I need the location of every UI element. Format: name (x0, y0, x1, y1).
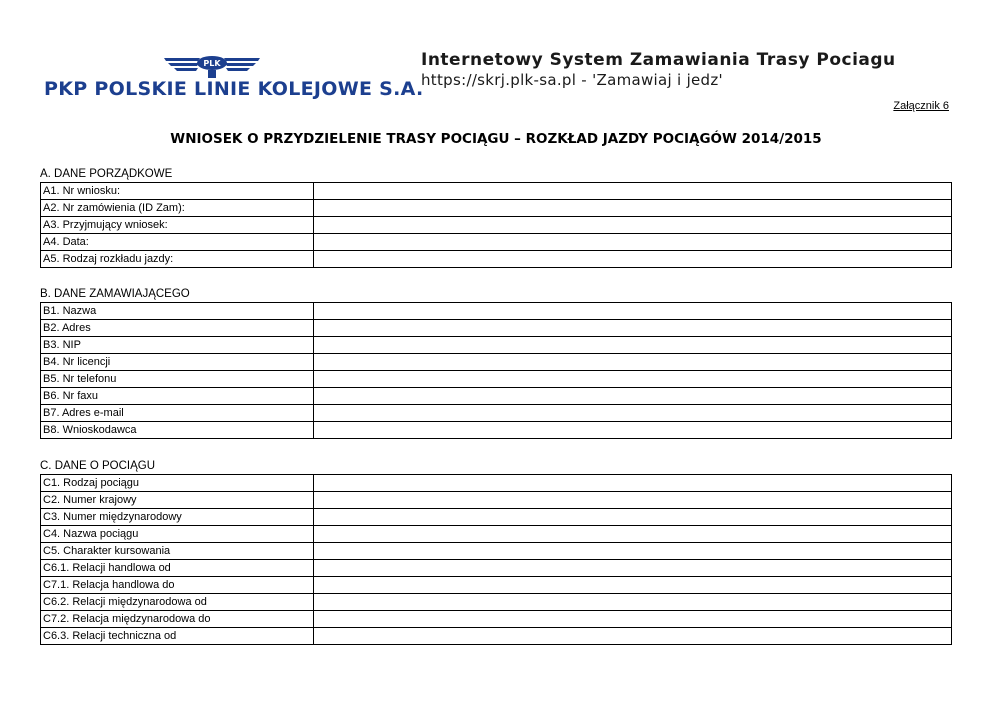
section-a-table (40, 182, 952, 268)
section-b-table (40, 302, 952, 439)
field-value[interactable] (314, 320, 952, 337)
form-row (41, 234, 952, 251)
system-title: Internetowy System Zamawiania Trasy Pociagu (421, 50, 896, 70)
form-row (41, 354, 952, 371)
field-value[interactable] (314, 388, 952, 405)
form-row (41, 492, 952, 509)
plk-winged-emblem-icon (162, 50, 262, 80)
form-row (41, 251, 952, 268)
field-value[interactable] (314, 560, 952, 577)
form-row (41, 337, 952, 354)
field-label: C5. Charakter kursowania (41, 543, 314, 560)
section-a-heading: A. DANE PORZĄDKOWE (40, 168, 173, 180)
field-label: B8. Wnioskodawca (41, 422, 314, 439)
section-c-heading: C. DANE O POCIĄGU (40, 460, 156, 472)
field-value[interactable] (314, 303, 952, 320)
field-label: C6.3. Relacji techniczna od (41, 628, 314, 645)
field-label: C7.1. Relacja handlowa do (41, 577, 314, 594)
field-label: B4. Nr licencji (41, 354, 314, 371)
field-value[interactable] (314, 422, 952, 439)
form-row (41, 217, 952, 234)
field-label: C7.2. Relacja międzynarodowa do (41, 611, 314, 628)
field-value[interactable] (314, 217, 952, 234)
form-row (41, 371, 952, 388)
field-value[interactable] (314, 183, 952, 200)
document-header (0, 0, 992, 120)
document-title: WNIOSEK O PRZYDZIELENIE TRASY POCIĄGU – ROZKŁAD JAZDY POCIĄGÓW 2014/2015 (170, 131, 822, 147)
field-value[interactable] (314, 543, 952, 560)
form-row (41, 183, 952, 200)
field-label: A5. Rodzaj rozkładu jazdy: (41, 251, 314, 268)
field-value[interactable] (314, 405, 952, 422)
field-value[interactable] (314, 371, 952, 388)
field-value[interactable] (314, 628, 952, 645)
form-row (41, 475, 952, 492)
form-row (41, 303, 952, 320)
field-label: C1. Rodzaj pociągu (41, 475, 314, 492)
field-value[interactable] (314, 251, 952, 268)
system-url: https://skrj.plk-sa.pl - 'Zamawiaj i jedz' (421, 71, 723, 89)
form-row (41, 526, 952, 543)
annex-label: Załącznik 6 (893, 100, 949, 112)
field-label: C3. Numer międzynarodowy (41, 509, 314, 526)
field-label: A2. Nr zamówienia (ID Zam): (41, 200, 314, 217)
form-row (41, 543, 952, 560)
section-c-table (40, 474, 952, 645)
field-label: C4. Nazwa pociągu (41, 526, 314, 543)
field-label: C2. Numer krajowy (41, 492, 314, 509)
field-value[interactable] (314, 594, 952, 611)
form-row (41, 560, 952, 577)
field-value[interactable] (314, 354, 952, 371)
form-row (41, 577, 952, 594)
field-value[interactable] (314, 509, 952, 526)
form-row (41, 594, 952, 611)
field-value[interactable] (314, 234, 952, 251)
company-name: PKP POLSKIE LINIE KOLEJOWE S.A. (44, 78, 424, 100)
field-label: B5. Nr telefonu (41, 371, 314, 388)
field-value[interactable] (314, 577, 952, 594)
field-label: B1. Nazwa (41, 303, 314, 320)
field-label: C6.1. Relacji handlowa od (41, 560, 314, 577)
section-b-heading: B. DANE ZAMAWIAJĄCEGO (40, 288, 190, 300)
field-value[interactable] (314, 337, 952, 354)
form-row (41, 200, 952, 217)
plk-emblem-text: PLK (203, 59, 221, 68)
field-value[interactable] (314, 492, 952, 509)
form-row (41, 388, 952, 405)
field-label: B6. Nr faxu (41, 388, 314, 405)
form-row (41, 611, 952, 628)
form-row (41, 628, 952, 645)
field-label: B3. NIP (41, 337, 314, 354)
form-row (41, 320, 952, 337)
plk-logo (40, 48, 424, 108)
section-b-customer-data (40, 287, 952, 439)
field-label: A4. Data: (41, 234, 314, 251)
field-value[interactable] (314, 475, 952, 492)
form-row (41, 405, 952, 422)
field-label: B2. Adres (41, 320, 314, 337)
field-label: C6.2. Relacji międzynarodowa od (41, 594, 314, 611)
section-c-train-data (40, 459, 952, 645)
form-row (41, 509, 952, 526)
field-label: A1. Nr wniosku: (41, 183, 314, 200)
field-value[interactable] (314, 200, 952, 217)
section-a-order-data (40, 167, 952, 268)
field-value[interactable] (314, 526, 952, 543)
form-row (41, 422, 952, 439)
field-value[interactable] (314, 611, 952, 628)
field-label: A3. Przyjmujący wniosek: (41, 217, 314, 234)
field-label: B7. Adres e-mail (41, 405, 314, 422)
